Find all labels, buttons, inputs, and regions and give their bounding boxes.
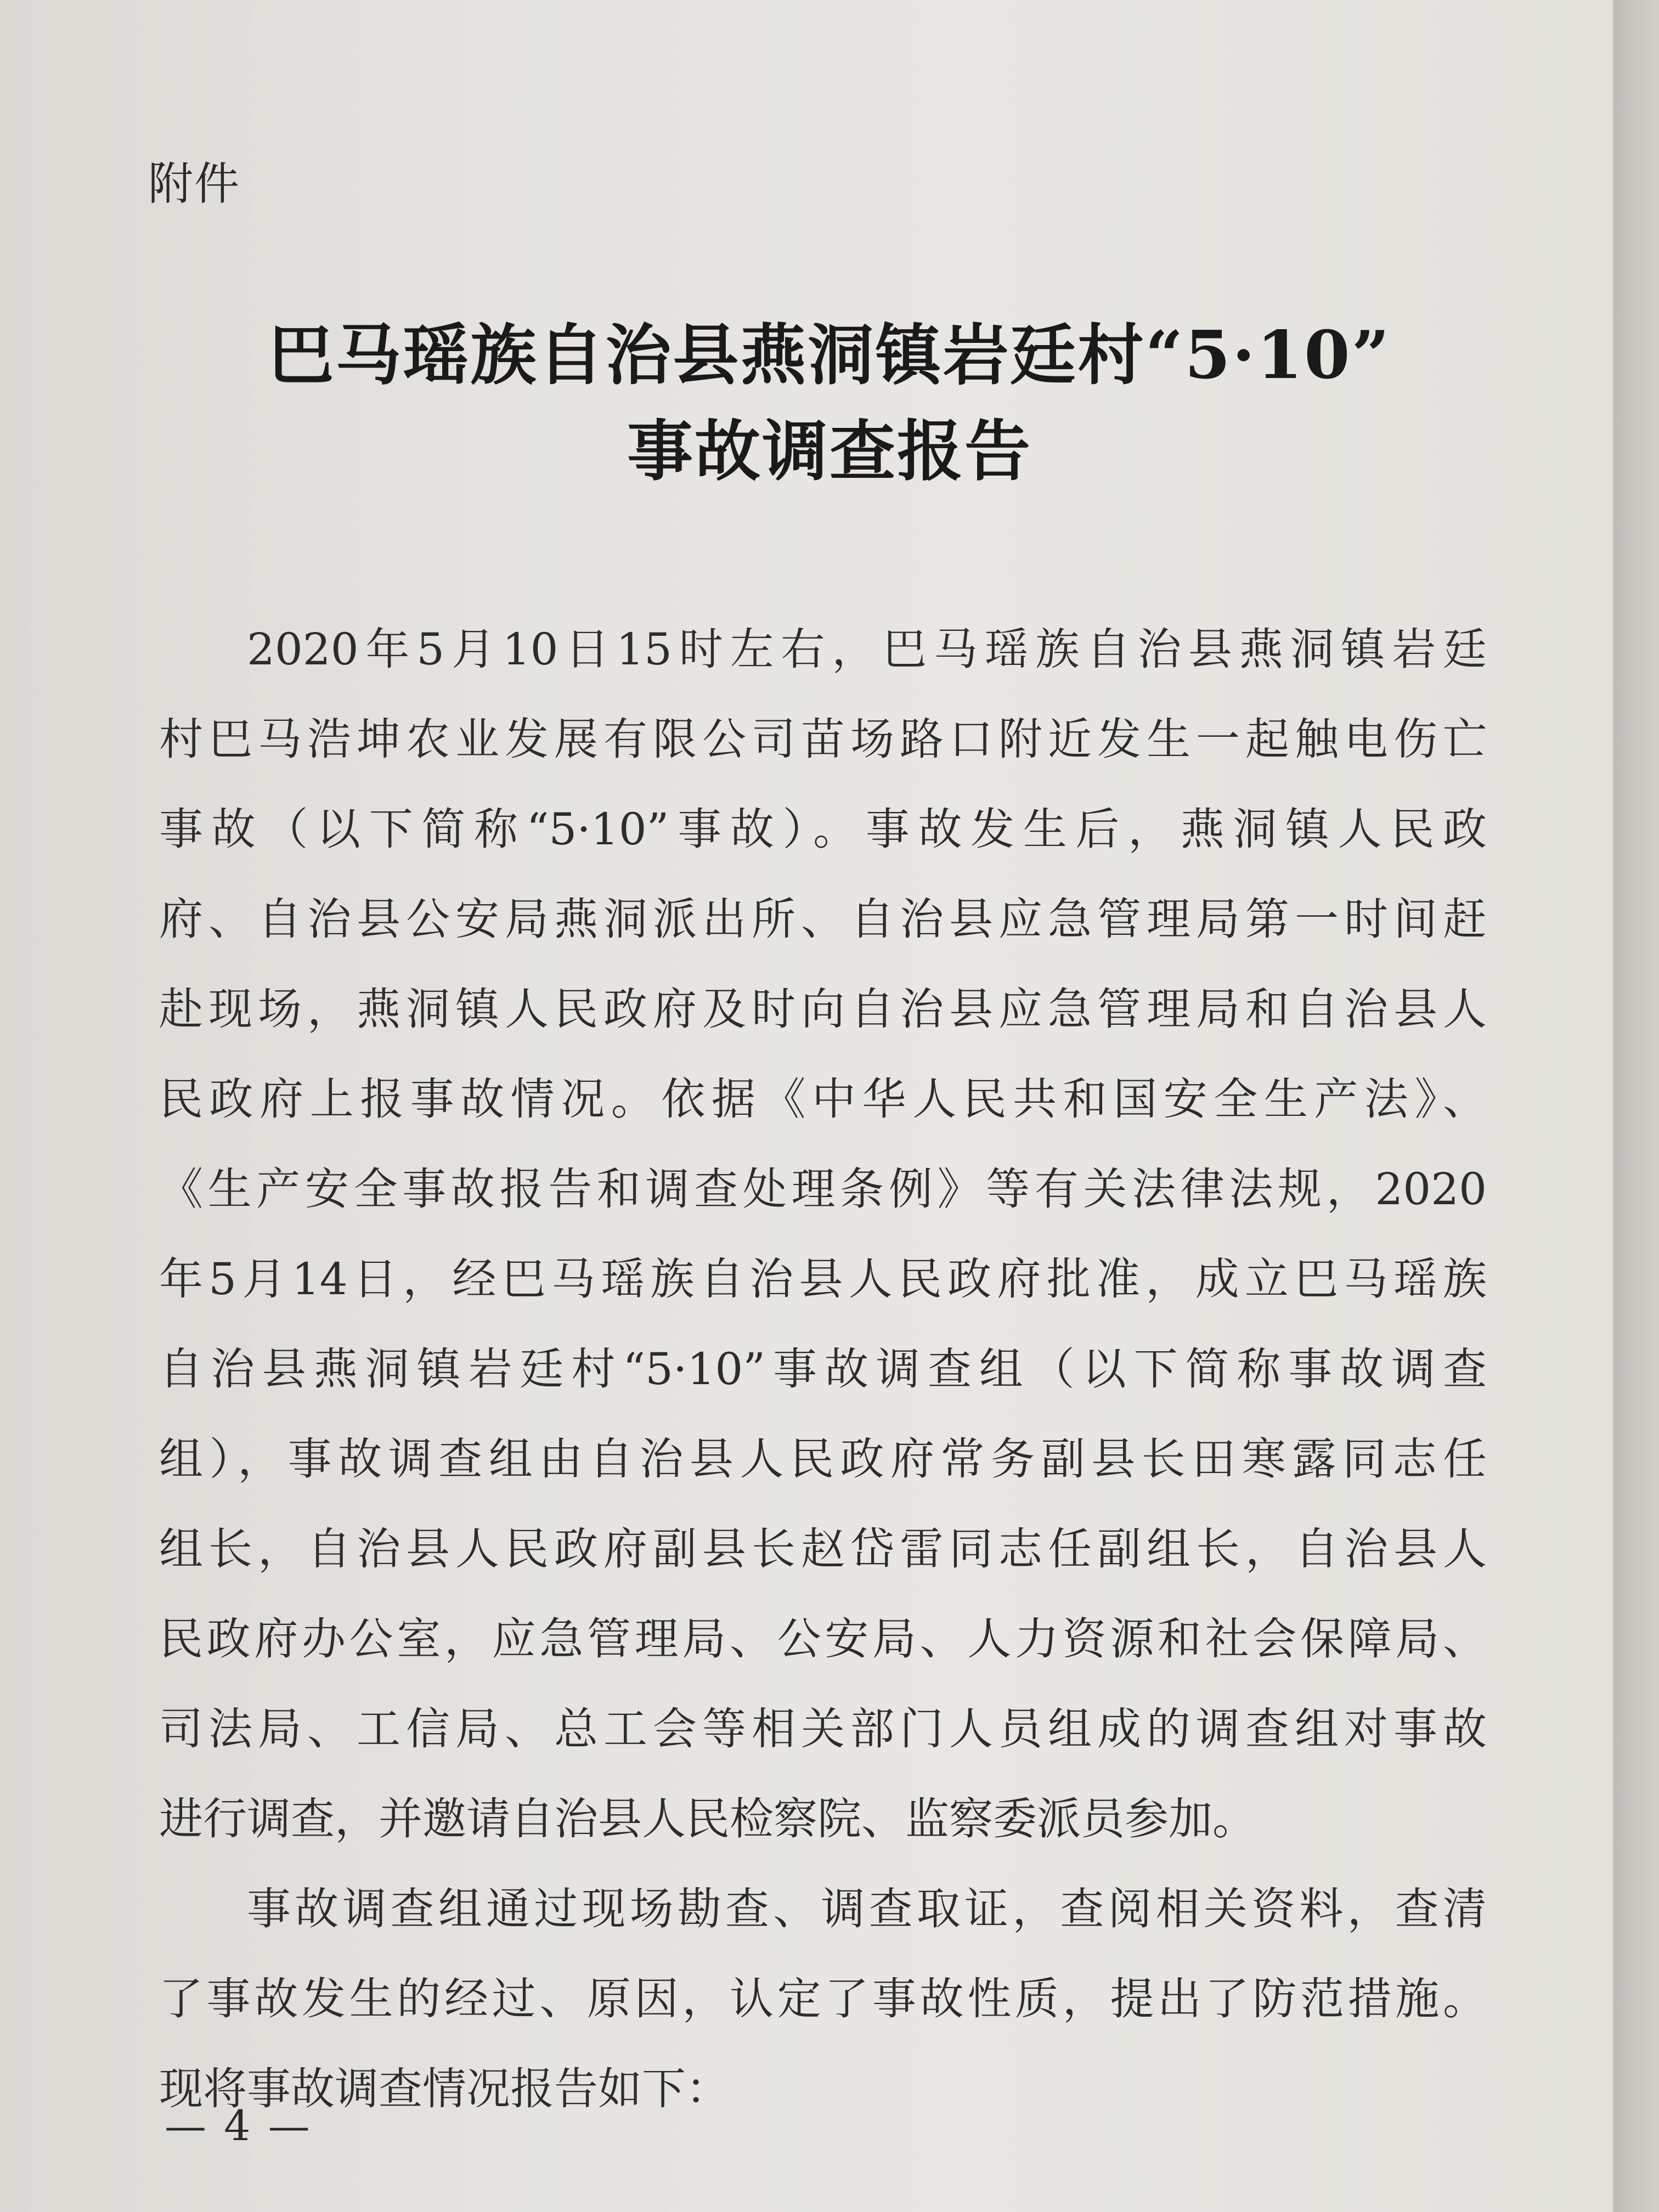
body-line: 民政府办公室，应急管理局、公安局、人力资源和社会保障局、 xyxy=(159,1613,1487,1664)
body-line: 赴现场，燕洞镇人民政府及时向自治县应急管理局和自治县人 xyxy=(159,984,1487,1035)
body-line: 年5月14日，经巴马瑶族自治县人民政府批准，成立巴马瑶族 xyxy=(159,1254,1487,1305)
body-line: 现将事故调查情况报告如下： xyxy=(159,2063,730,2114)
paragraph-1 xyxy=(159,605,1487,1864)
title-line: 巴马瑶族自治县燕洞镇岩廷村“5·10” xyxy=(268,317,1391,394)
body-line: 事故（以下简称“5·10”事故）。事故发生后，燕洞镇人民政 xyxy=(159,804,1487,855)
attachment-label: 附件 xyxy=(148,158,241,210)
paragraph-2 xyxy=(159,1864,1487,2134)
document-body xyxy=(159,605,1487,2134)
body-line: 《生产安全事故报告和调查处理条例》等有关法律法规，2020 xyxy=(159,1164,1487,1215)
page-number: — 4 — xyxy=(165,2101,312,2150)
document-title xyxy=(0,307,1659,499)
body-line: 了事故发生的经过、原因，认定了事故性质，提出了防范措施。 xyxy=(159,1973,1487,2024)
body-line: 组），事故调查组由自治县人民政府常务副县长田寒露同志任 xyxy=(159,1434,1487,1485)
body-line: 民政府上报事故情况。依据《中华人民共和国安全生产法》、 xyxy=(159,1074,1487,1125)
body-line: 自治县燕洞镇岩廷村“5·10”事故调查组（以下简称事故调查 xyxy=(159,1344,1487,1395)
body-line: 事故调查组通过现场勘查、调查取证，查阅相关资料，查清 xyxy=(247,1883,1487,1934)
body-line: 村巴马浩坤农业发展有限公司苗场路口附近发生一起触电伤亡 xyxy=(159,714,1487,765)
body-line: 进行调查，并邀请自治县人民检察院、监察委派员参加。 xyxy=(159,1793,1256,1844)
body-line: 府、自治县公安局燕洞派出所、自治县应急管理局第一时间赶 xyxy=(159,894,1487,945)
body-line: 2020年5月10日15时左右，巴马瑶族自治县燕洞镇岩廷 xyxy=(247,624,1487,675)
body-line: 组长，自治县人民政府副县长赵岱雷同志任副组长，自治县人 xyxy=(159,1523,1487,1575)
title-line: 事故调查报告 xyxy=(627,413,1032,490)
body-line: 司法局、工信局、总工会等相关部门人员组成的调查组对事故 xyxy=(159,1703,1487,1754)
